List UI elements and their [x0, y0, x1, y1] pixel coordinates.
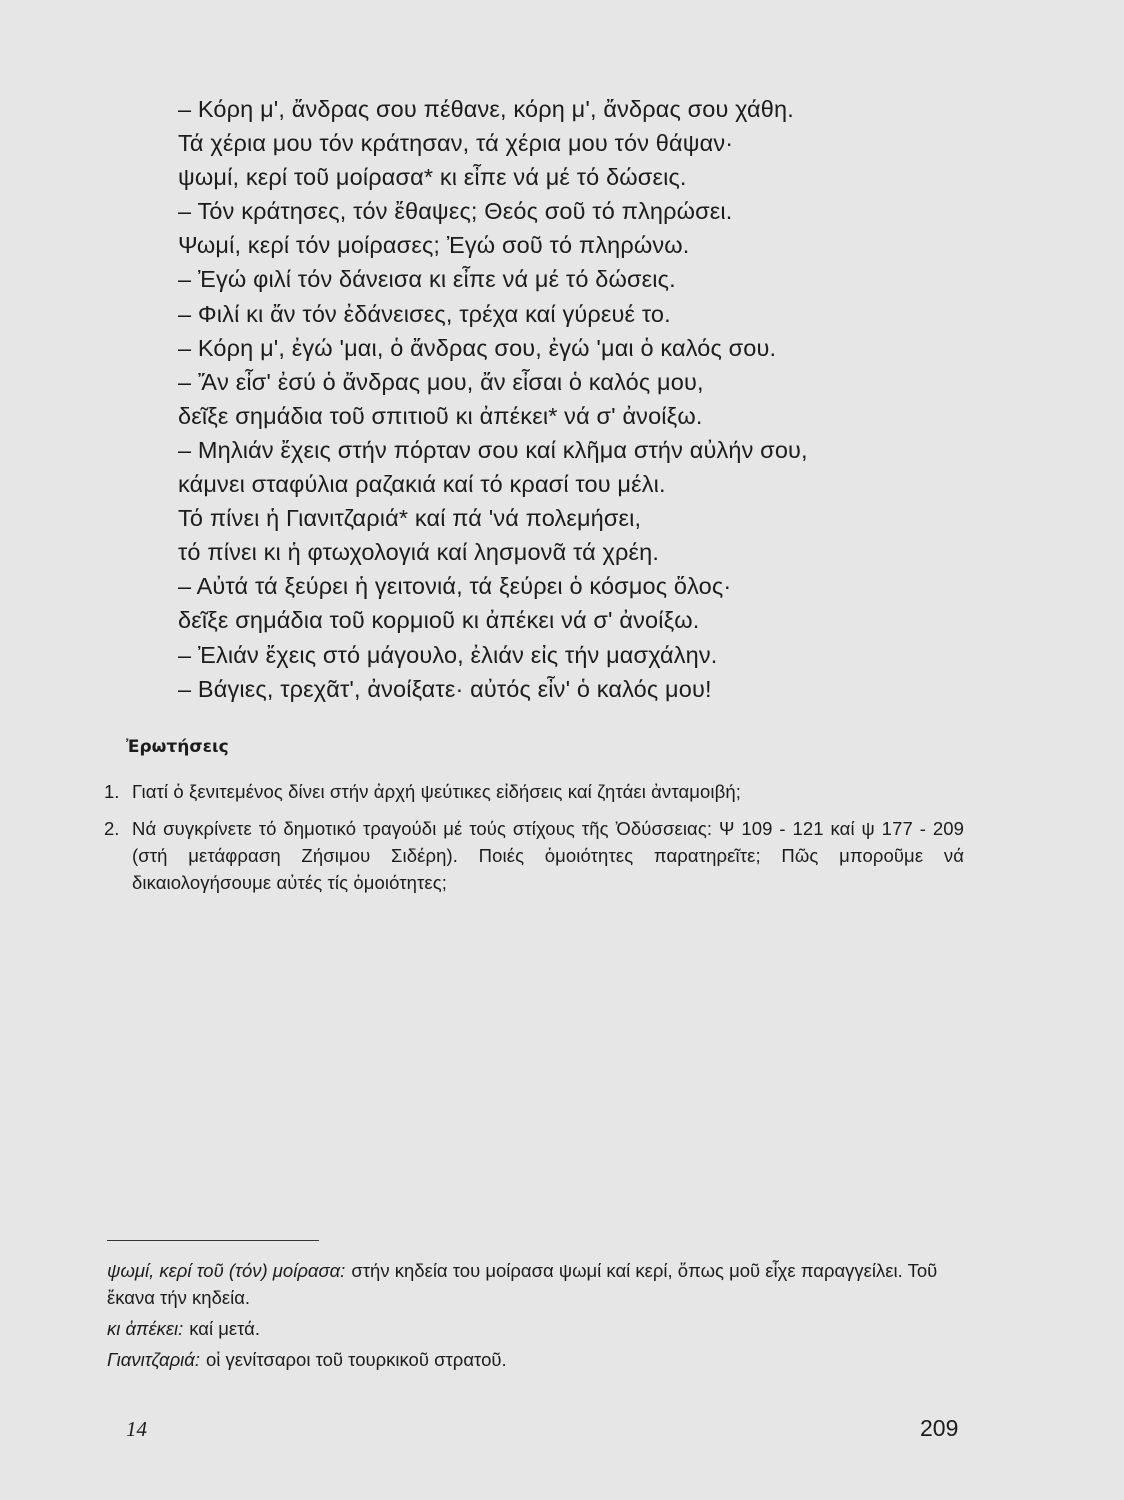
page-number-left: 14	[126, 1417, 147, 1441]
poem-text	[178, 92, 958, 706]
question-number: 2.	[104, 818, 120, 839]
footnote	[107, 1315, 967, 1342]
question-text: Νά συγκρίνετε τό δημοτικό τραγούδι μέ τούς στίχους τῆς Ὀδύσσειας: Ψ 109 - 121 καί ψ 177 - 209 (στή μετάφραση Ζήσιμου Σιδέρη). Ποιές ὁμοιότητες παρατηρεῖτε; Πῶς μποροῦμε νά δικαιολογήσουμε αὐτές τίς ὁμοιότητες;	[132, 818, 964, 893]
poem-line: ψωμί, κερί τοῦ μοίρασα* κι εἶπε νά μέ τό δώσεις.	[178, 164, 687, 191]
question-text: Γιατί ὁ ξενιτεμένος δίνει στήν ἀρχή ψεύτικες εἰδήσεις καί ζητάει ἀνταμοιβή;	[132, 781, 741, 802]
footnote	[107, 1346, 967, 1373]
poem-line: τό πίνει κι ἡ φτωχολογιά καί λησμονᾶ τά χρέη.	[178, 539, 660, 566]
page-number-right: 209	[920, 1415, 959, 1441]
footnote-text: οἱ γενίτσαροι τοῦ τουρκικοῦ στρατοῦ.	[205, 1349, 507, 1370]
footnote-term: κι ἀπέκει:	[107, 1318, 184, 1339]
poem-line: – Κόρη μ', ἐγώ 'μαι, ὁ ἄνδρας σου, ἐγώ 'μαι ὁ καλός σου.	[178, 334, 777, 361]
poem-line: δεῖξε σημάδια τοῦ κορμιοῦ κι ἀπέκει νά σ' ἀνοίξω.	[178, 607, 700, 634]
poem-line: – Ἐγώ φιλί τόν δάνεισα κι εἶπε νά μέ τό δώσεις.	[178, 266, 676, 293]
poem-line: – Βάγιες, τρεχᾶτ', ἀνοίξατε· αὐτός εἶν' ὁ καλός μου!	[178, 675, 712, 702]
poem-line: δεῖξε σημάδια τοῦ σπιτιοῦ κι ἀπέκει* νά σ' ἀνοίξω.	[178, 402, 703, 429]
question-number: 1.	[104, 781, 120, 802]
footnote	[107, 1257, 967, 1311]
footnote-text: στήν κηδεία του μοίρασα ψωμί καί κερί, ὅπως μοῦ εἶχε παραγγείλει. Τοῦ ἔκανα τήν κηδεία.	[107, 1260, 938, 1308]
poem-line: κάμνει σταφύλια ραζακιά καί τό κρασί του μέλι.	[178, 471, 666, 498]
poem-line: – Ἐλιάν ἔχεις στό μάγουλο, ἐλιάν εἰς τήν μασχάλην.	[178, 641, 718, 668]
footnote-term: ψωμί, κερί τοῦ (τόν) μοίρασα:	[107, 1260, 346, 1281]
footnotes	[107, 1257, 967, 1377]
question-item	[104, 778, 964, 805]
poem-line: – Φιλί κι ἄν τόν ἐδάνεισες, τρέχα καί γύρευέ το.	[178, 300, 671, 327]
footnote-divider	[107, 1240, 319, 1241]
poem-line: Τό πίνει ἡ Γιανιτζαριά* καί πά 'νά πολεμήσει,	[178, 505, 642, 532]
poem-line: – Ἄν εἶσ' ἐσύ ὁ ἄνδρας μου, ἄν εἶσαι ὁ καλός μου,	[178, 368, 704, 395]
questions-list	[104, 778, 964, 906]
poem-line: – Κόρη μ', ἄνδρας σου πέθανε, κόρη μ', ἄνδρας σου χάθη.	[178, 96, 794, 122]
poem-line: Τά χέρια μου τόν κράτησαν, τά χέρια μου τόν θάψαν·	[178, 130, 734, 157]
footnote-text: καί μετά.	[189, 1318, 260, 1339]
questions-heading: Ἐρωτήσεις	[126, 737, 229, 757]
question-item	[104, 815, 964, 896]
poem-line: – Αὐτά τά ξεύρει ἡ γειτονιά, τά ξεύρει ὁ κόσμος ὅλος·	[178, 573, 732, 600]
footnote-term: Γιανιτζαριά:	[107, 1349, 200, 1370]
poem-line: Ψωμί, κερί τόν μοίρασες; Ἐγώ σοῦ τό πληρώνω.	[178, 232, 690, 259]
poem-line: – Μηλιάν ἔχεις στήν πόρταν σου καί κλῆμα στήν αὐλήν σου,	[178, 436, 808, 463]
poem-line: – Τόν κράτησες, τόν ἔθαψες; Θεός σοῦ τό πληρώσει.	[178, 198, 733, 225]
